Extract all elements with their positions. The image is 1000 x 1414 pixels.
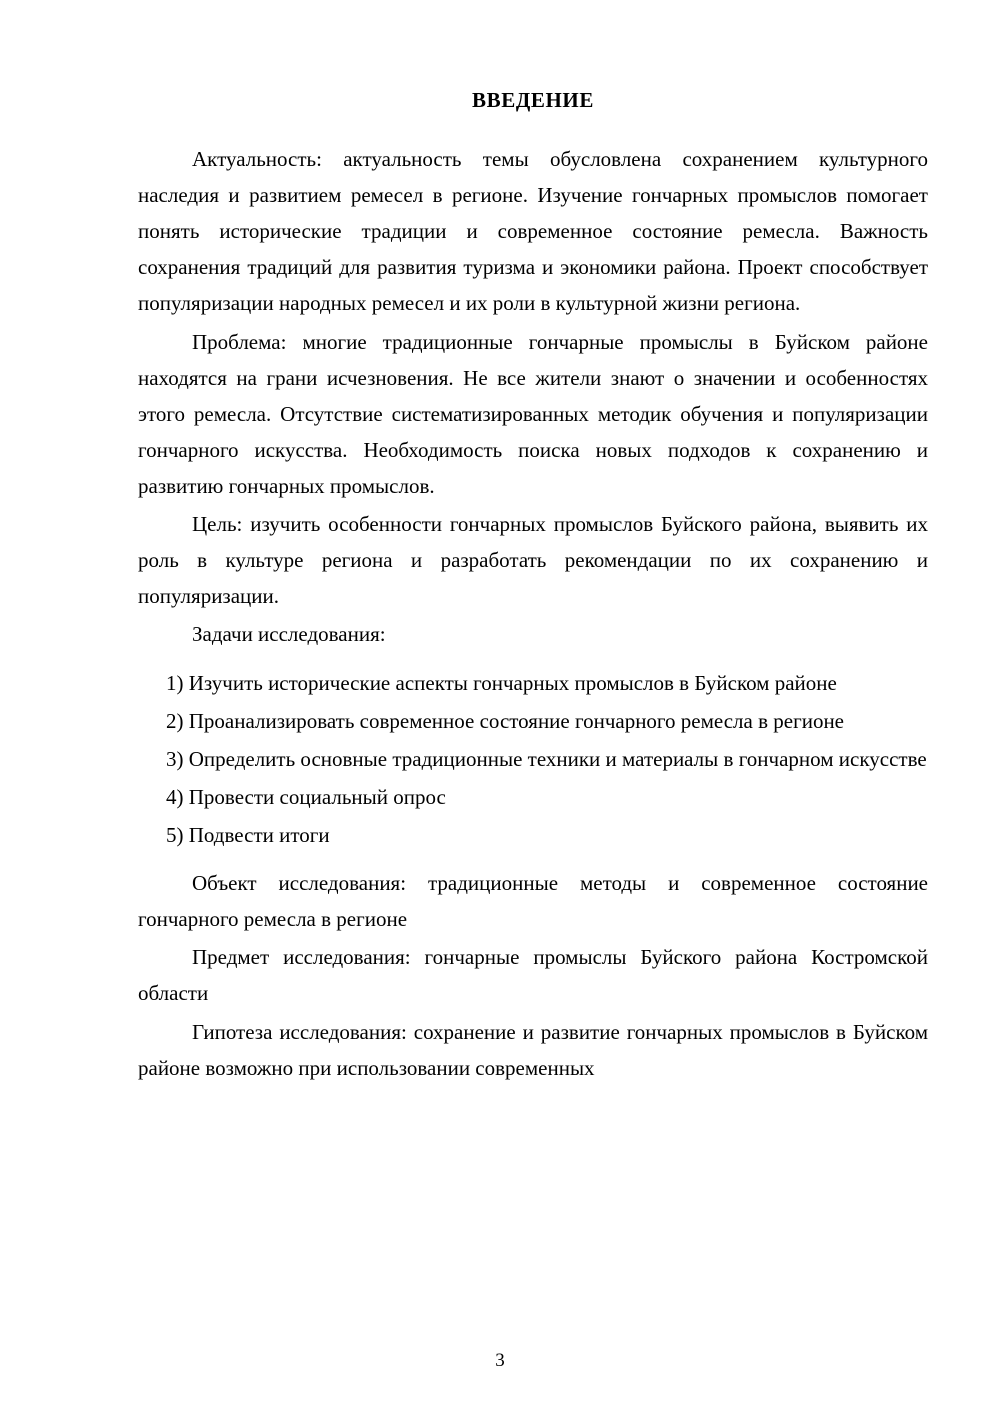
list-item: 5) Подвести итоги: [166, 822, 330, 847]
list-item: 1) Изучить исторические аспекты гончарных промыслов в Буйском районе: [166, 670, 837, 695]
paragraph-relevance: Актуальность: актуальность темы обусловлена сохранением культурного наследия и развитием ремесел в регионе. Изучение гончарных промыслов помогает понять исторические традиции и современное состояние ремесла. Важность сохранения традиций для развития туризма и экономики района. Проект способствует популяризации народных ремесел и их роли в культурной жизни региона.: [138, 147, 928, 316]
list-item: 2) Проанализировать современное состояние гончарного ремесла в регионе: [166, 708, 844, 733]
list-item: 3) Определить основные традиционные техники и материалы в гончарном искусстве: [166, 746, 927, 771]
page-title: ВВЕДЕНИЕ: [472, 88, 594, 112]
paragraph-hypothesis: Гипотеза исследования: сохранение и развитие гончарных промыслов в Буйском районе возможно при использовании современных: [138, 1019, 928, 1080]
spacer: [138, 855, 928, 865]
paragraph-object: Объект исследования: традиционные методы и современное состояние гончарного ремесла в регионе: [138, 871, 928, 932]
paragraph-goal: Цель: изучить особенности гончарных промыслов Буйского района, выявить их роль в культуре региона и разработать рекомендации по их сохранению и популяризации.: [138, 512, 928, 609]
spacer: [138, 655, 928, 665]
list-item: 4) Провести социальный опрос: [166, 784, 446, 809]
paragraph-tasks-heading: Задачи исследования:: [192, 622, 386, 647]
paragraph-problem: Проблема: многие традиционные гончарные промыслы в Буйском районе находятся на грани исчезновения. Не все жители знают о значении и особенностях этого ремесла. Отсутствие систематизированных методик обучения и популяризации гончарного искусства. Необходимость поиска новых подходов к сохранению и развитию гончарных промыслов.: [138, 329, 928, 498]
page-number: 3: [495, 1350, 505, 1371]
paragraph-subject: Предмет исследования: гончарные промыслы Буйского района Костромской области: [138, 945, 928, 1006]
